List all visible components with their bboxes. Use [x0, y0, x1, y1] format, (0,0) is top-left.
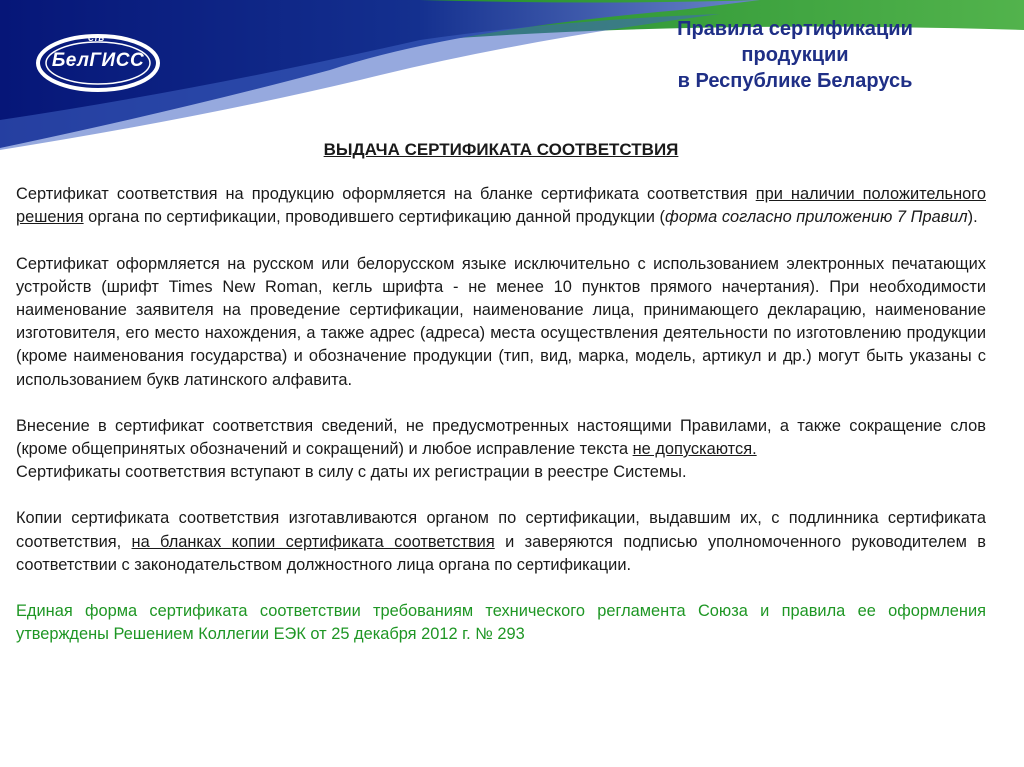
- p1-text-e: ).: [967, 208, 978, 227]
- page-title: Правила сертификации продукции в Республике Беларусь: [677, 18, 913, 92]
- header-banner: [0, 0, 1024, 150]
- p1-text-a: Сертификат соответствия на продукцию оформляется на бланке сертификата соответствия: [16, 185, 756, 204]
- p3-underlined-phrase: не допускаются.: [632, 440, 757, 459]
- logo-text: БелГИСС: [51, 50, 145, 71]
- paragraph-issuance: [16, 183, 986, 229]
- p5-text-a: Копии сертификата соответствия изготавливаются органом по сертификации, выдавшим их, с подлинника сертификата соответствия,: [16, 509, 986, 551]
- p1-text-c: органа по сертификации, проводившего сертификацию данной продукции (: [83, 208, 665, 227]
- paragraph-corrections: [16, 415, 986, 461]
- p5-underlined-phrase: на бланках копии сертификата соответствия: [131, 532, 495, 551]
- paragraph-eec-decision: Единая форма сертификата соответствии требованиям технического регламента Союза и правила ее оформления утверждены Решением Коллегии ЕЭК от 25 декабря 2012 г. № 293: [16, 602, 986, 644]
- p3-text-a: Внесение в сертификат соответствия сведений, не предусмотренных настоящими Правилами, а также сокращение слов (кроме общепринятых обозначений и сокращений) и любое исправление текста: [16, 416, 986, 459]
- section-heading: ВЫДАЧА СЕРТИФИКАТА СООТВЕТСТВИЯ: [323, 140, 679, 159]
- p1-italic-reference: форма согласно приложению 7 Правил: [664, 208, 968, 227]
- paragraph-language: Сертификат оформляется на русском или белорусском языке исключительно с использованием электронных печатающих устройств (шрифт Times New Roman, кегль шрифта - не менее 10 пунктов прямого начертания). При необходимости наименование заявителя на проведение сертификации, наименование лица, принимающего декларацию, наименование изготовителя, его место нахождения, а также адрес (адреса) места осуществления деятельности по изготовлению продукции (кроме наименования государства) и обозначение продукции (тип, вид, марка, модель, артикул и др.) могут быть указаны с использованием букв латинского алфавита.: [16, 254, 986, 389]
- document-body: [16, 138, 986, 646]
- belgiss-logo: [32, 30, 164, 96]
- p5-text-c: и заверяются подписью уполномоченного руководителем в соответствии с законодательством должностного лица органа по сертификации.: [16, 532, 986, 574]
- logo-mark-text: СТБ: [88, 34, 105, 43]
- paragraph-copies: [16, 507, 986, 577]
- p1-underlined-phrase: при наличии положительного решения: [16, 185, 986, 227]
- paragraph-validity: Сертификаты соответствия вступают в силу с даты их регистрации в реестре Системы.: [16, 463, 687, 482]
